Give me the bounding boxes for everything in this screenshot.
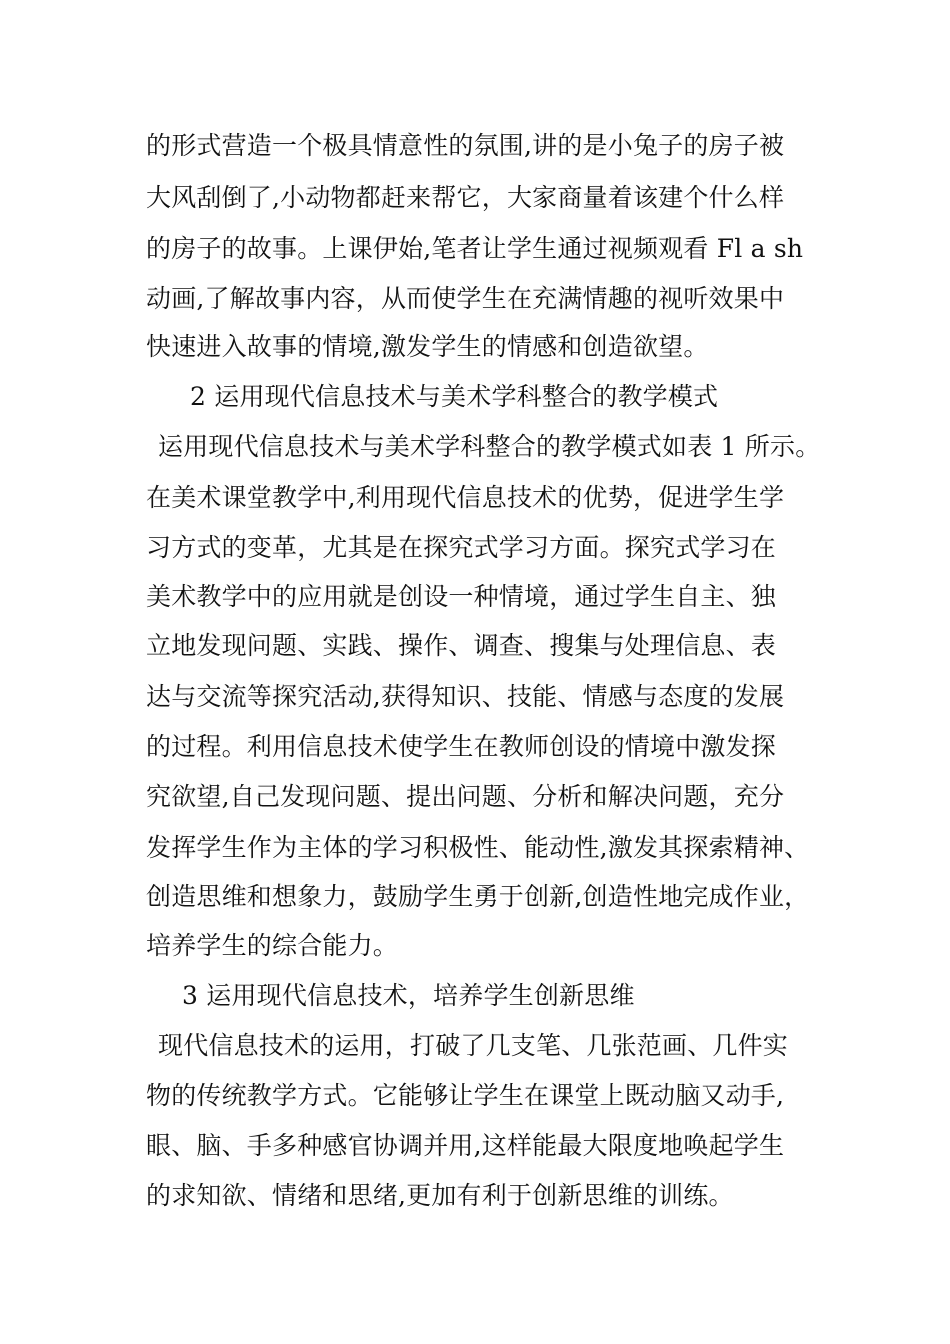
section-heading: 2 运用现代信息技术与美术学科整合的教学模式 xyxy=(190,382,719,411)
paragraph-line: 的房子的故事。上课伊始,笔者让学生通过视频观看 Fl a sh xyxy=(146,234,804,263)
paragraph-line: 习方式的变革，尤其是在探究式学习方面。探究式学习在 xyxy=(146,533,777,562)
paragraph-line: 眼、脑、手多种感官协调并用,这样能最大限度地唤起学生 xyxy=(146,1131,785,1160)
paragraph-line: 达与交流等探究活动,获得知识、技能、情感与态度的发展 xyxy=(146,682,785,711)
section-heading: 3 运用现代信息技术，培养学生创新思维 xyxy=(182,981,635,1010)
paragraph-line: 现代信息技术的运用，打破了几支笔、几张范画、几件实 xyxy=(158,1031,789,1060)
paragraph-line: 在美术课堂教学中,利用现代信息技术的优势，促进学生学 xyxy=(146,483,785,512)
paragraph-line: 究欲望,自己发现问题、提出问题、分析和解决问题，充分 xyxy=(146,782,785,811)
paragraph-line: 创造思维和想象力，鼓励学生勇于创新,创造性地完成作业， xyxy=(146,882,810,911)
paragraph-line: 大风刮倒了,小动物都赶来帮它，大家商量着该建个什么样 xyxy=(146,183,785,212)
paragraph-line: 的形式营造一个极具情意性的氛围,讲的是小兔子的房子被 xyxy=(146,131,785,160)
paragraph-line: 的求知欲、情绪和思绪,更加有利于创新思维的训练。 xyxy=(146,1181,734,1210)
paragraph-line: 立地发现问题、实践、操作、调查、搜集与处理信息、表 xyxy=(146,631,777,660)
paragraph-line: 美术教学中的应用就是创设一种情境，通过学生自主、独 xyxy=(146,582,777,611)
paragraph-line: 发挥学生作为主体的学习积极性、能动性,激发其探索精神、 xyxy=(146,833,810,862)
paragraph-line: 的过程。利用信息技术使学生在教师创设的情境中激发探 xyxy=(146,732,777,761)
paragraph-line: 培养学生的综合能力。 xyxy=(146,931,399,960)
paragraph-line: 动画,了解故事内容，从而使学生在充满情趣的视听效果中 xyxy=(146,284,785,313)
paragraph-line: 快速进入故事的情境,激发学生的情感和创造欲望。 xyxy=(146,332,709,361)
paragraph-line: 运用现代信息技术与美术学科整合的教学模式如表 1 所示。 xyxy=(158,432,821,461)
paragraph-line: 物的传统教学方式。它能够让学生在课堂上既动脑又动手, xyxy=(146,1081,785,1110)
